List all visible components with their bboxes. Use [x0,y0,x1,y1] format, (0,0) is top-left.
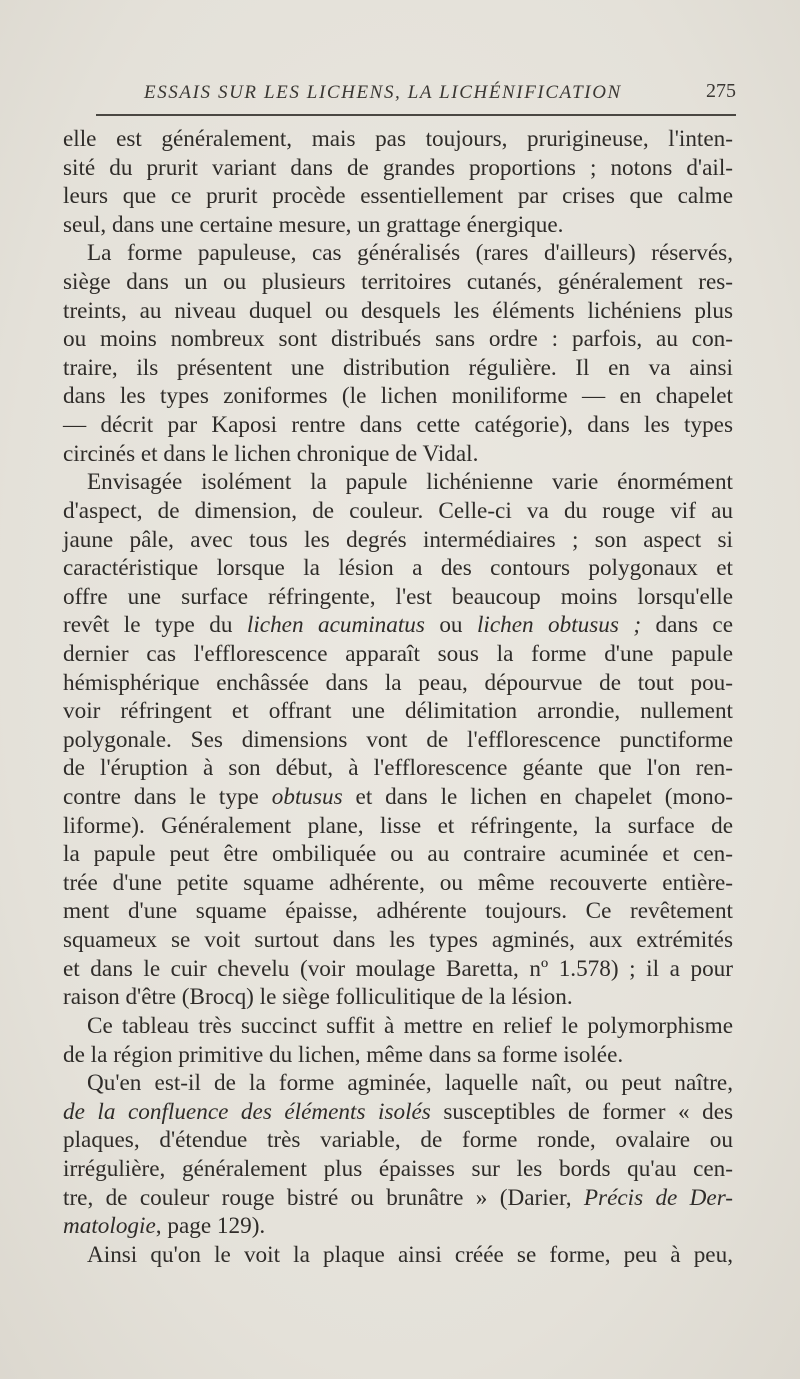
text-segment: dans ce [641,612,734,639]
text-line [63,382,733,411]
text-line [63,955,733,984]
text-segment: liforme). Généralement plane, lisse et réfringente, la surface de [63,812,733,839]
text-segment: la papule peut être ombiliquée ou au contraire acuminée et cen- [63,841,733,868]
header-rule [96,114,736,116]
text-segment: d'aspect, de dimension, de couleur. Celle-ci va du rouge vif au [63,497,733,524]
text-line [63,354,733,383]
text-line [63,440,733,469]
text-line [63,611,733,640]
text-segment: squameux se voit surtout dans les types agminés, aux extrémités [63,927,733,954]
text-segment: leurs que ce prurit procède essentiellement par crises que calme [63,183,733,210]
text-line [63,1069,733,1098]
text-segment: caractéristique lorsque la lésion a des contours polygonaux et [63,555,733,582]
text-line [63,182,733,211]
text-segment: treints, au niveau duquel ou desquels les éléments lichéniens plus [63,297,733,324]
text-line [63,1212,733,1241]
text-segment: ment d'une squame épaisse, adhérente toujours. Ce revêtement [63,898,733,925]
text-segment: jaune pâle, avec tous les degrés intermédiaires ; son aspect si [63,526,733,553]
text-segment: Envisagée isolément la papule lichénienne varie énormément [87,469,733,496]
text-line [63,1241,733,1270]
text-segment: contre dans le type [63,784,272,811]
italic-text: Précis de Der- [583,1184,733,1211]
italic-text: lichen acuminatus [246,612,425,639]
text-segment: de la région primitive du lichen, même dans sa forme isolée. [63,1041,624,1068]
text-line [63,583,733,612]
text-line [63,669,733,698]
text-segment: La forme papuleuse, cas généralisés (rares d'ailleurs) réservés, [87,240,733,267]
page-number: 275 [706,80,736,102]
text-line [63,869,733,898]
text-segment: et dans le cuir chevelu (voir moulage Baretta, nº 1.578) ; il a pour [63,955,733,982]
text-segment: seul, dans une certaine mesure, un grattage énergique. [63,211,564,238]
text-segment: dans les types zoniformes (le lichen moniliforme — en chapelet [63,383,733,410]
text-line [63,1041,733,1070]
text-segment: sité du prurit variant dans de grandes proportions ; notons d'ail- [63,154,733,181]
italic-text: de la confluence des éléments isolés [63,1098,431,1125]
text-segment: revêt le type du [63,612,247,639]
text-segment: offre une surface réfringente, l'est beaucoup moins lorsqu'elle [63,583,733,610]
text-line [63,1098,733,1127]
italic-text: obtusus [271,784,343,811]
text-line [63,239,733,268]
text-line [63,211,733,240]
text-segment: et dans le lichen en chapelet (mono- [342,784,734,811]
text-segment: — décrit par Kaposi rentre dans cette catégorie), dans les types [63,412,733,439]
text-line [63,526,733,555]
text-line [63,468,733,497]
text-line [63,1155,733,1184]
text-segment: polygonale. Ses dimensions vont de l'efflorescence punctiforme [63,726,733,753]
text-line [63,726,733,755]
page-header [96,76,736,116]
body-text [63,125,733,1269]
text-segment: siège dans un ou plusieurs territoires cutanés, généralement res- [63,269,733,296]
text-line [63,325,733,354]
text-line [63,926,733,955]
text-segment: hémisphérique enchâssée dans la peau, dépourvue de tout pou- [63,669,733,696]
text-segment: ou moins nombreux sont distribués sans ordre : parfois, au con- [63,326,733,353]
text-line [63,125,733,154]
text-segment: raison d'être (Brocq) le siège folliculitique de la lésion. [63,984,573,1011]
text-line [63,840,733,869]
text-line [63,812,733,841]
text-segment: traire, ils présentent une distribution régulière. Il en va ainsi [63,354,733,381]
italic-text: matologie [63,1213,156,1240]
text-segment: Ainsi qu'on le voit la plaque ainsi créée se forme, peu à peu, [87,1241,733,1268]
text-line [63,640,733,669]
text-line [63,697,733,726]
text-segment: dernier cas l'efflorescence apparaît sous la forme d'une papule [63,640,733,667]
italic-text: lichen obtusus ; [476,612,642,639]
running-title: ESSAIS SUR LES LICHENS, LA LICHÉNIFICATION [144,82,622,103]
text-segment: voir réfringent et offrant une délimitation arrondie, nullement [63,698,733,725]
text-line [63,411,733,440]
text-line [63,297,733,326]
text-segment: de l'éruption à son début, à l'efflorescence géante que l'on ren- [63,755,733,782]
text-segment: circinés et dans le lichen chronique de Vidal. [63,440,479,467]
text-segment: irrégulière, généralement plus épaisses sur les bords qu'au cen- [63,1155,733,1182]
text-segment: Qu'en est-il de la forme agminée, laquelle naît, ou peut naître, [87,1070,733,1097]
text-line [63,154,733,183]
text-line [63,754,733,783]
text-line [63,897,733,926]
text-segment: plaques, d'étendue très variable, de forme ronde, ovalaire ou [63,1127,733,1154]
text-line [63,1184,733,1213]
text-segment: Ce tableau très succinct suffit à mettre en relief le polymorphisme [87,1012,733,1039]
text-line [63,497,733,526]
text-segment: tre, de couleur rouge bistré ou brunâtre » (Darier, [63,1184,584,1211]
text-line [63,783,733,812]
text-segment: , page 129). [155,1213,266,1240]
text-segment: susceptibles de former « des [430,1098,734,1125]
text-segment: ou [424,612,477,639]
text-line [63,268,733,297]
text-segment: trée d'une petite squame adhérente, ou même recouverte entière- [63,869,733,896]
text-line [63,983,733,1012]
text-segment: elle est généralement, mais pas toujours, prurigineuse, l'inten- [63,126,733,152]
text-line [63,1012,733,1041]
text-line [63,554,733,583]
text-line [63,1126,733,1155]
